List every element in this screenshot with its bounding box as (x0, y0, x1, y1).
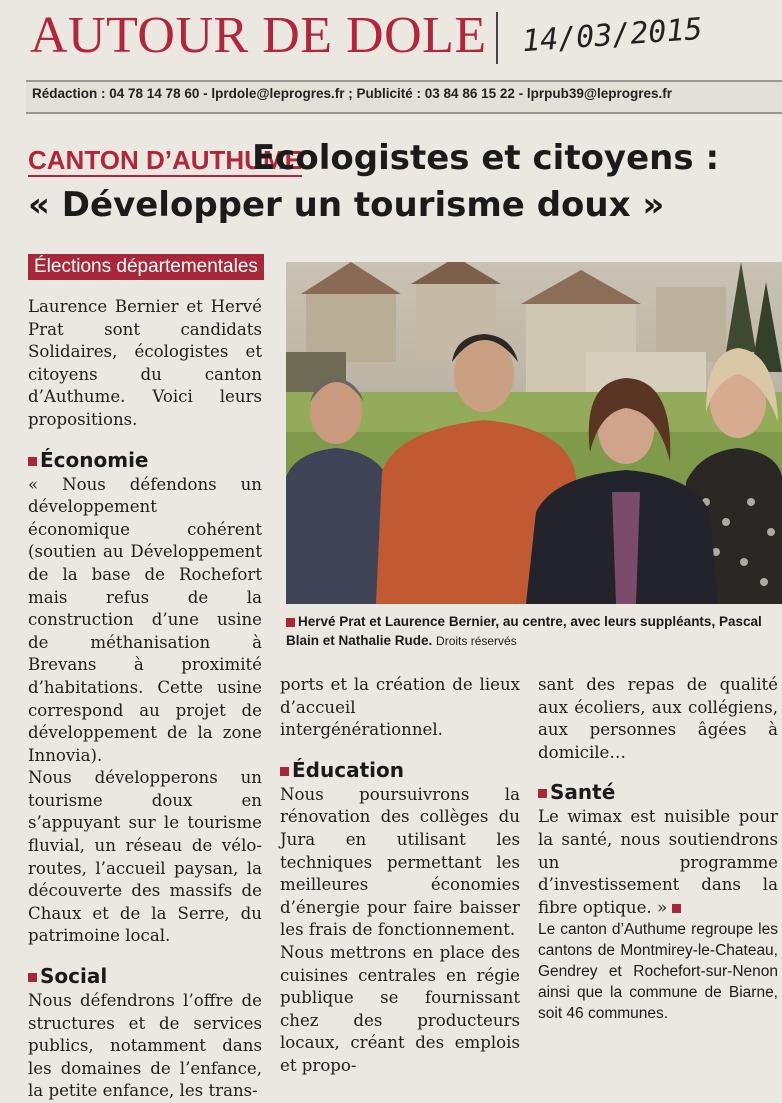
bullet-square-icon (538, 789, 547, 798)
section-title: Économie (40, 447, 149, 472)
end-square-icon (672, 904, 681, 913)
section-economie (28, 446, 262, 474)
section-education (280, 756, 520, 784)
contact-line: Rédaction : 04 78 14 78 60 - lprdole@leprogres.fr ; Publicité : 03 84 86 15 22 - lprpub39@leprogres.fr (32, 86, 673, 101)
canton-note: Le canton d’Authume regroupe les cantons de Montmirey-le-Chateau, Gendrey et Rochefort-sur-Nenon ainsi que la commune de Biarne, soit 46 communes. (538, 921, 778, 1023)
bullet-square-icon (280, 767, 289, 776)
sante-paragraph-1 (538, 806, 778, 919)
rubric-label: Élections départementales (28, 254, 264, 280)
section-social (28, 962, 262, 990)
section-title: Éducation (292, 757, 404, 782)
masthead-title: AUTOUR DE DOLE (30, 7, 487, 64)
column-1 (28, 296, 262, 1103)
social-paragraph-1: Nous défendrons l’offre de structures et de services publics, notamment dans les domaines de l’enfance, la petite enfance, les trans- (28, 991, 262, 1101)
education-paragraph-continued: sant des repas de qualité aux écoliers, aux collégiens, aux personnes âgées à domicile… (538, 675, 778, 762)
economie-paragraph-1: « Nous défendons un développement économique cohérent (soutien au Développement de la base de Rochefort mais refus de la construction d’une usine de méthanisation à Brevans à proximité d’habitations. Cette usine correspond au projet de développement de la zone Innovia). (28, 474, 262, 765)
photo-credit: Droits réservés (436, 634, 517, 648)
section-title: Social (40, 964, 108, 989)
sante-text: Le wimax est nuisible pour la santé, nous soutiendrons un programme d’investissement dans la fibre optique. » (538, 807, 778, 917)
headline-line-2: « Développer un tourisme doux » (28, 185, 665, 225)
handwritten-date: 14/03/2015 (520, 11, 704, 60)
intro-paragraph: Laurence Bernier et Hervé Prat sont candidats Solidaires, écologistes et citoyens du canton d’Authume. Voici leurs propositions. (28, 297, 262, 429)
caption-text: Hervé Prat et Laurence Bernier, au centre, avec leurs suppléants, Pascal Blain et Nathalie Rude. (286, 614, 762, 648)
photo-caption (286, 612, 782, 651)
masthead-divider (496, 12, 498, 64)
candidates-photo (286, 262, 782, 604)
column-3 (538, 674, 778, 1024)
education-paragraph-2: Nous mettrons en place des cuisines centrales en régie publique se fournissant chez des producteurs locaux, créant des emplois et propo- (280, 942, 520, 1075)
bullet-square-icon (28, 457, 37, 466)
bullet-square-icon (28, 973, 37, 982)
social-paragraph-continued: ports et la création de lieux d’accueil intergénérationnel. (280, 675, 520, 740)
education-paragraph-1: Nous poursuivrons la rénovation des collèges du Jura en utilisant les techniques permettant les meilleures économies d’énergie pour faire baisser les frais de fonctionnement. (280, 784, 520, 940)
photo-illustration (286, 262, 782, 604)
article-kicker: CANTON D’AUTHUME (28, 145, 302, 175)
column-2 (280, 674, 520, 1078)
section-sante (538, 778, 778, 806)
bullet-square-icon (286, 618, 295, 627)
section-title: Santé (550, 780, 616, 805)
economie-paragraph-2: Nous développerons un tourisme doux en s’appuyant sur le tourisme fluvial, un réseau de vélo- routes, l’accueil paysan, la découverte des massifs de Chaux et de la Serre, du patrimoine local. (28, 768, 262, 946)
headline-line-1: Ecologistes et citoyens : (252, 138, 720, 178)
